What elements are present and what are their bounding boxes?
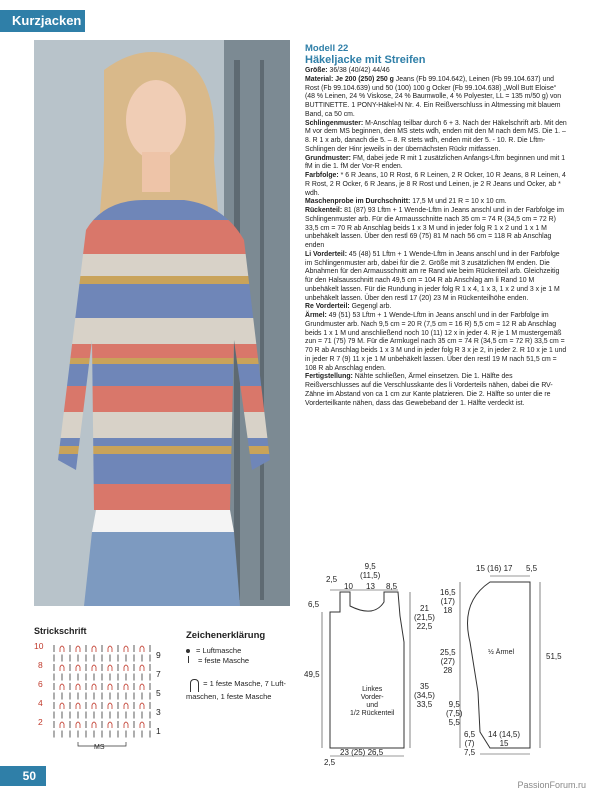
paragraph-back: Rückenteil: 81 (87) 93 Lftm + 1 Wende-Lftm in Jeans anschl und in der Farbfolge im Schlingenmuster arb. Für die Armausschnitte nach 35 cm = 74 R (34,5 cm = 72 R) 33,5 cm = 70 R ab Anschlag beids 1 x 3 M und in jeder folg R 1 x 2 und 1 x 1 M unbehäkelt lassen. Über den restl 69 (75) 81 M nach 56 cm = 118 R ab Anschlag enden: [305, 207, 564, 249]
chart-row: [54, 712, 150, 719]
loop-stitch-mark: [60, 684, 64, 690]
legend-item-single-crochet: = feste Masche: [186, 656, 249, 665]
loop-stitch-mark: [60, 665, 64, 671]
front-bottom-width-label: 23 (25) 26,5: [340, 748, 384, 757]
sleeve-51-5-label: 51,5: [546, 652, 562, 661]
paragraph-gauge: Maschenprobe im Durchschnitt: 17,5 M und 21 R = 10 x 10 cm.: [305, 198, 507, 206]
front-8-5-label: 8,5: [386, 582, 398, 591]
front-piece-outline: [330, 592, 404, 748]
chart-row: [54, 693, 150, 700]
stitch-chart-title: Strickschrift: [34, 626, 87, 636]
sleeve-25-5-label: 25,5 (27) 28: [440, 648, 456, 675]
loop-stitch-mark: [76, 646, 80, 652]
row-label-5: 5: [156, 688, 161, 698]
front-piece-label: Linkes Vorder- und 1/2 Rückenteil: [350, 686, 395, 717]
loop-stitch-mark: [76, 665, 80, 671]
row-label-2: 2: [38, 717, 43, 727]
legend-title: Zeichenerklärung: [186, 630, 266, 641]
front-49-5-label: 49,5: [304, 670, 320, 679]
section-tab: Kurzjacken: [0, 10, 85, 32]
loop-stitch-mark: [60, 703, 64, 709]
row-label-9: 9: [156, 650, 161, 660]
row-label-3: 3: [156, 707, 161, 717]
loop-stitch-mark: [76, 684, 80, 690]
loop-stitch-mark: [140, 646, 144, 652]
loop-stitch-mark: [76, 703, 80, 709]
loop-stitch-mark: [92, 722, 96, 728]
paragraph-left-front: Li Vorderteil: 45 (48) 51 Lftm + 1 Wende-Lftm in Jeans anschl und in der Farbfolge im Schlingenmuster arb, dabei für die 2. Größe mit 3 zusätzlichen fM enden. Die Abnahmen für den Armausschnitt am re Rand wie beim Rückenteil arb. Gleichzeitig für den Halsausschnitt nach 49,5 cm = 104 R ab Anschlag am li Rand 10 M unbehäkelt lassen. Für die Rundung in jeder folg R 1 x 4, 1 x 3, 1 x 2 und 3 x je 1 M unbehäkelt lassen. Über den restl 17 (20) 23 M in Rückenteilhöhe enden.: [305, 250, 560, 302]
paragraph-finishing: Fertigstellung: Nähte schließen, Ärmel einsetzen. Die 1. Hälfte des Reißverschlusses auf die Verschlusskante des li Vorderteils nähen, dabei die RV-Zähne im Abstand von ca 1 cm zur Kante platzieren. Die 2. Hälfte so unter die re Vorderteilkante nähen, dass das Gewebeband der 1. Hälfte verdeckt ist.: [305, 373, 553, 407]
front-21-label: 21 (21,5) 22,5: [414, 604, 435, 631]
row-label-8: 8: [38, 660, 43, 670]
front-2-5-bottom-label: 2,5: [324, 758, 336, 767]
loop-stitch-mark: [92, 646, 96, 652]
chart-row: [54, 683, 150, 690]
loop-stitch-mark: [140, 722, 144, 728]
row-label-6: 6: [38, 679, 43, 689]
model-photo: [34, 40, 290, 606]
row-label-4: 4: [38, 698, 43, 708]
stitch-chart: [34, 638, 174, 758]
sleeve-label: ½ Ärmel: [488, 649, 515, 656]
chart-row: [54, 702, 150, 709]
loop-stitch-mark: [108, 684, 112, 690]
front-13-label: 13: [366, 582, 375, 591]
paragraph-basic-pattern: Grundmuster: FM, dabei jede R mit 1 zusätzlichen Anfangs-Lftm beginnen und mit 1 fM in die 1. fM der Vor-R enden.: [305, 154, 566, 171]
chart-row: [54, 721, 150, 728]
chart-row: [54, 655, 150, 662]
row-label-10: 10: [34, 641, 44, 651]
loop-stitch-mark: [124, 703, 128, 709]
loop-stitch-mark: [108, 703, 112, 709]
front-35-label: 35 (34,5) 33,5: [414, 682, 435, 709]
face: [126, 80, 186, 160]
front-6-5-label: 6,5: [308, 600, 320, 609]
repeat-label: MS: [94, 744, 105, 751]
chain-stitch-icon: [186, 649, 190, 653]
paragraph-color-sequence: Farbfolge: * 6 R Jeans, 10 R Rost, 6 R Leinen, 2 R Ocker, 10 R Jeans, 8 R Leinen, 4 R Rost, 2 R Ocker, 6 R Jeans, je 8 R Rost und Leinen, je 2 R Jeans und Ocker, ab * wdh.: [305, 172, 566, 197]
chart-row: [54, 664, 150, 671]
jeans: [84, 532, 240, 606]
loop-stitch-mark: [140, 703, 144, 709]
article-title: Häkeljacke mit Streifen: [305, 54, 426, 66]
loop-stitch-mark: [60, 722, 64, 728]
loop-stitch-mark: [124, 665, 128, 671]
legend-item-chain: = Luftmasche: [186, 646, 241, 655]
chart-row: [54, 645, 150, 652]
chart-row: [54, 674, 150, 681]
paragraph-right-front: Re Vorderteil: Gegengl arb.: [305, 303, 392, 311]
sleeve-top-width-label: 15 (16) 17: [476, 564, 513, 573]
chart-row: [54, 731, 150, 738]
paragraph-material: Material: Je 200 (250) 250 g Jeans (Fb 99.104.642), Leinen (Fb 99.104.637) und Rost (Fb 99.104.639) und 50 (100) 100 g Ocker (Fb 99.104.638) „Woll Butt Eloise“ (48 % Leinen, 24 % Viskose, 24 % Baumwolle, 4 % Polyester, LL = 135 m/50 g) von BUTTINETTE. 1 PONY-Häkel-N Nr. 4. Ein Reißverschluss in Altmessing mit blauem Band, ca 50 cm.: [305, 75, 562, 118]
loop-stitch-mark: [108, 646, 112, 652]
loop-stitch-mark: [124, 684, 128, 690]
row-label-7: 7: [156, 669, 161, 679]
loop-stitch-mark: [124, 722, 128, 728]
loop-stitch-mark: [140, 665, 144, 671]
sleeve-5-5-top-label: 5,5: [526, 564, 538, 573]
sleeve-6-5-label: 6,5 (7) 7,5: [464, 730, 476, 757]
front-2-5-top-label: 2,5: [326, 575, 338, 584]
article-text: [305, 44, 567, 408]
loop-stitch-mark: [76, 722, 80, 728]
paragraph-loop-pattern: Schlingenmuster: M-Anschlag teilbar durch 6 + 3. Nach der Häkelschrift arb. Mit den M vor dem MS beginnen, den MS stets wdh, enden mit den M nach dem MS. Die 1. – 8. R 1 x arb, danach die 5. – 8. R stets wdh, enden mit der 5. - 10. R. Die Lftm-Schlingen der Hinr jeweils in der übernächsten Rückr mitfassen.: [305, 119, 567, 153]
sleeve-9-5-label: 9,5 (7,5) 5,5: [446, 700, 463, 727]
paragraph-size: Größe: 36/38 (40/42) 44/46: [305, 67, 390, 74]
front-top-width-label: 9,5 (11,5): [360, 562, 381, 580]
schematics: [300, 562, 600, 772]
sleeve-16-5-label: 16,5 (17) 18: [440, 588, 456, 615]
paragraph-sleeve: Ärmel: 49 (51) 53 Lftm + 1 Wende-Lftm in Jeans anschl und in der Farbfolge im Grundmuster arb. Nach 9,5 cm = 20 R (7,5 cm = 16 R) 5,5 cm = 12 R ab Anschlag beids 1 x 1 M und anschließend noch 10 (11) 12 x in jeder 4. R je 1 M mustergemäß zun = 71 (75) 79 M. Für die Armkugel nach 35 cm = 74 R (34,5 cm = 72 R) 33,5 cm = 70 R ab Anschlag beids 1 x 3 M und in jeder folg R 3 x je 2, in jeder 2. R 10 x je 1 und in jeder R 7 (9) 11 x je 1 M unbehäkelt lassen. Über den restl 19 M nach 51,5 cm = 108 R ab Anschlag enden.: [305, 312, 567, 372]
loop-stitch-mark: [92, 703, 96, 709]
loop-stitch-mark: [124, 646, 128, 652]
loop-stitch-mark: [108, 665, 112, 671]
model-number: Modell 22: [305, 43, 349, 54]
loop-stitch-mark: [92, 684, 96, 690]
watermark: PassionForum.ru: [517, 780, 586, 790]
page-number: 50: [0, 766, 46, 786]
sleeve-outline: [468, 582, 531, 748]
single-crochet-icon: [188, 656, 189, 663]
loop-stitch-mark: [60, 646, 64, 652]
front-10-label: 10: [344, 582, 353, 591]
sleeve-bottom-width-label: 14 (14,5) 15: [488, 730, 521, 748]
loop-stitch-mark: [108, 722, 112, 728]
loop-stitch-mark: [92, 665, 96, 671]
loop-stitch-icon: [190, 679, 199, 692]
legend-item-loop: = 1 feste Masche, 7 Luft- maschen, 1 feste Masche: [186, 679, 286, 701]
row-label-1: 1: [156, 726, 161, 736]
loop-stitch-mark: [140, 684, 144, 690]
